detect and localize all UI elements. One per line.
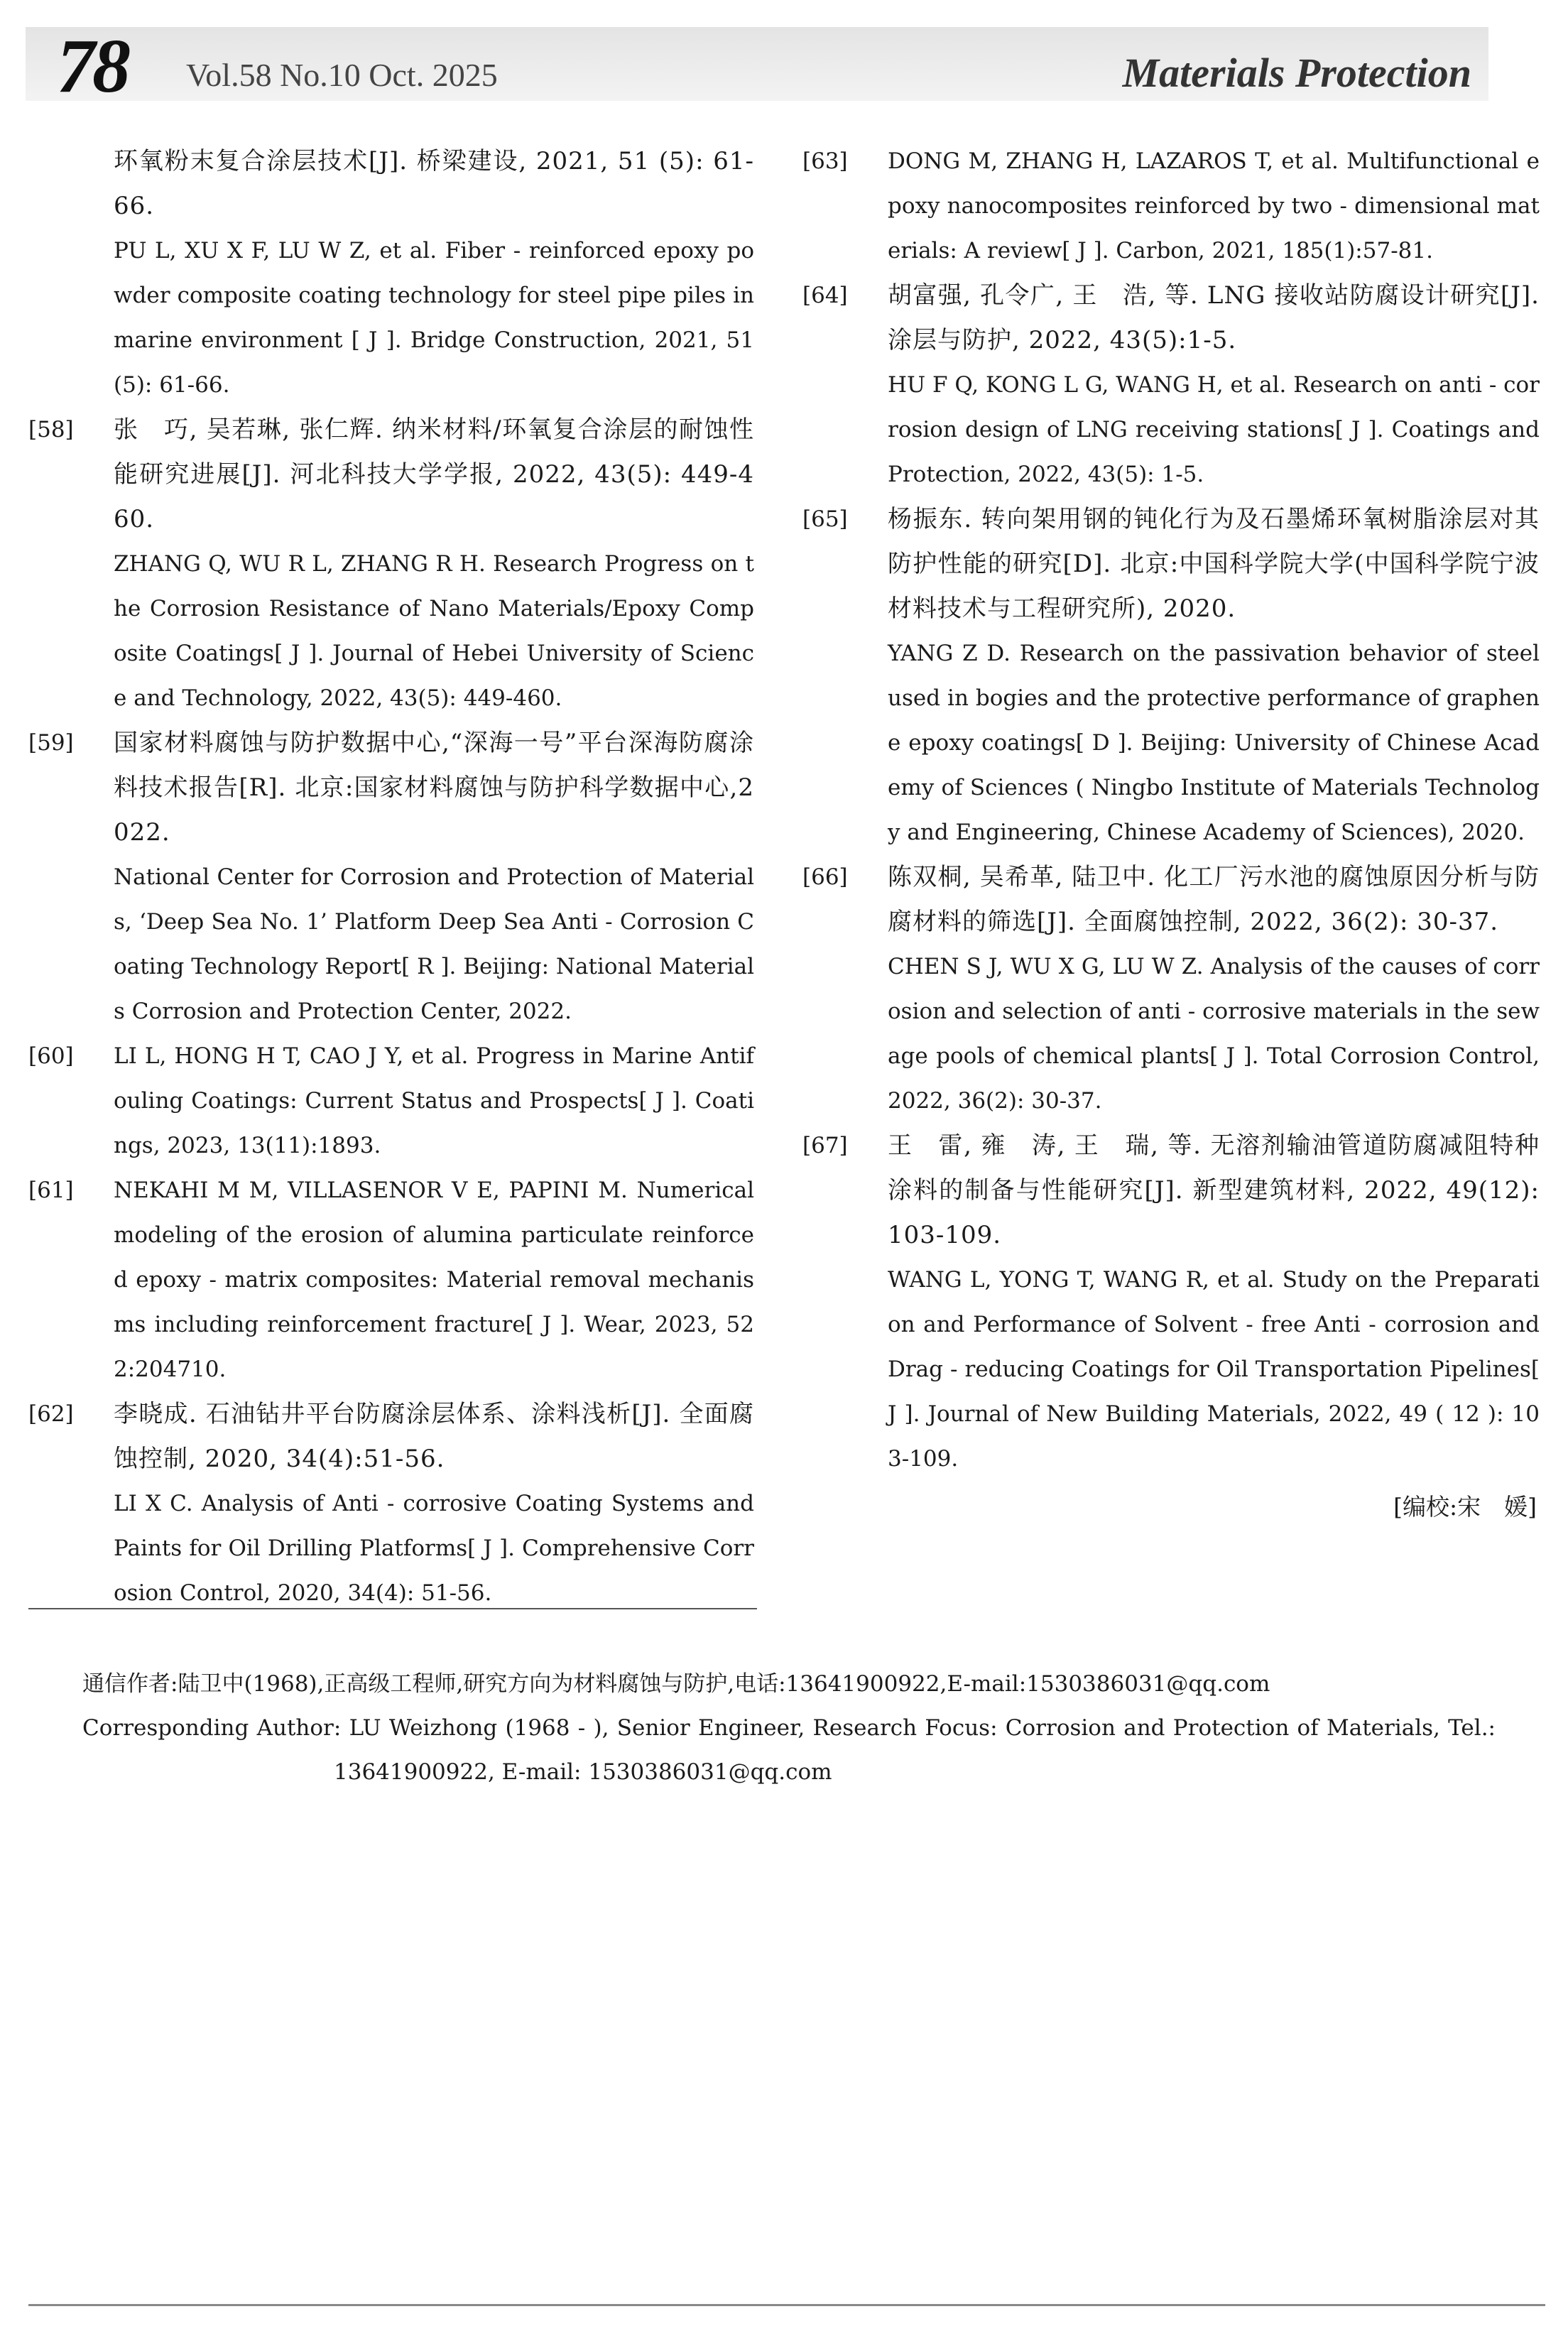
reference-59 <box>28 721 754 1034</box>
reference-number: [59] <box>28 730 74 756</box>
reference-en: HU F Q, KONG L G, WANG H, et al. Research on anti - corrosion design of LNG receiving stations[ J ]. Coatings and Protection, 2022, 43(5): 1-5. <box>888 372 1540 487</box>
reference-en: CHEN S J, WU X G, LU W Z. Analysis of the causes of corrosion and selection of anti - corrosive materials in the sewage pools of chemical plants[ J ]. Total Corrosion Control, 2022, 36(2): 30-37. <box>888 954 1540 1114</box>
reference-zh: 王 雷, 雍 涛, 王 瑞, 等. 无溶剂输油管道防腐减阻特种涂料的制备与性能研究[J]. 新型建筑材料, 2022, 49(12):103-109. <box>888 1131 1540 1249</box>
reference-en: PU L, XU X F, LU W Z, et al. Fiber - reinforced epoxy powder composite coating technology for steel pipe piles in marine environment [ J ]. Bridge Construction, 2021, 51(5): 61-66. <box>114 238 754 398</box>
reference-continuation <box>28 139 754 408</box>
journal-title: Materials Protection <box>1122 50 1471 96</box>
footnote-zh: 通信作者:陆卫中(1968),正高级工程师,研究方向为材料腐蚀与防护,电话:13641900922,E-mail:1530386031@qq.com <box>82 1671 1270 1697</box>
reference-66 <box>802 855 1540 1124</box>
reference-en: LI L, HONG H T, CAO J Y, et al. Progress in Marine Antifouling Coatings: Current Status and Prospects[ J ]. Coatings, 2023, 13(11):1893. <box>114 1043 754 1158</box>
footnote-en-line2: 13641900922, E-mail: 1530386031@qq.com <box>334 1759 832 1785</box>
reference-en: ZHANG Q, WU R L, ZHANG R H. Research Progress on the Corrosion Resistance of Nano Materials/Epoxy Composite Coatings[ J ]. Journal of Hebei University of Science and Technology, 2022, 43(5): 449-460. <box>114 551 754 711</box>
reference-zh: 胡富强, 孔令广, 王 浩, 等. LNG 接收站防腐设计研究[J]. 涂层与防护, 2022, 43(5):1-5. <box>888 281 1540 354</box>
reference-zh: 环氧粉末复合涂层技术[J]. 桥梁建设, 2021, 51 (5): 61-66. <box>114 147 754 220</box>
reference-zh: 陈双桐, 吴希革, 陆卫中. 化工厂污水池的腐蚀原因分析与防腐材料的筛选[J]. 全面腐蚀控制, 2022, 36(2): 30-37. <box>888 863 1540 936</box>
reference-63 <box>802 139 1540 273</box>
reference-number: [66] <box>802 864 848 890</box>
reference-67 <box>802 1124 1540 1482</box>
reference-number: [60] <box>28 1043 74 1069</box>
reference-number: [64] <box>802 283 848 308</box>
reference-number: [58] <box>28 417 74 442</box>
reference-en: YANG Z D. Research on the passivation behavior of steel used in bogies and the protective performance of graphene epoxy coatings[ D ]. Beijing: University of Chinese Academy of Sciences ( Ningbo Institute of Materials Technology and Engineering, Chinese Academy of Sciences), 2020. <box>888 641 1540 845</box>
page-bottom-rule <box>28 2304 1545 2306</box>
corresponding-author-footnote <box>82 1662 1496 1794</box>
page-header <box>26 24 1488 109</box>
reference-60 <box>28 1034 754 1168</box>
reference-en: NEKAHI M M, VILLASENOR V E, PAPINI M. Numerical modeling of the erosion of alumina particulate reinforced epoxy - matrix composites: Material removal mechanisms including reinforcement fracture[ J ]. Wear, 2023, 522:204710. <box>114 1178 754 1382</box>
page-number: 78 <box>57 24 128 109</box>
reference-number: [65] <box>802 506 848 532</box>
reference-zh: 国家材料腐蚀与防护数据中心,“深海一号”平台深海防腐涂料技术报告[R]. 北京:国家材料腐蚀与防护科学数据中心,2022. <box>114 729 754 847</box>
reference-zh: 杨振东. 转向架用钢的钝化行为及石墨烯环氧树脂涂层对其防护性能的研究[D]. 北京:中国科学院大学(中国科学院宁波材料技术与工程研究所), 2020. <box>888 505 1540 623</box>
reference-number: [62] <box>28 1401 74 1427</box>
reference-en: LI X C. Analysis of Anti - corrosive Coating Systems and Paints for Oil Drilling Platforms[ J ]. Comprehensive Corrosion Control, 2020, 34(4): 51-56. <box>114 1491 754 1606</box>
footnote-divider <box>28 1608 757 1609</box>
reference-zh: 李晓成. 石油钻井平台防腐涂层体系、涂料浅析[J]. 全面腐蚀控制, 2020, 34(4):51-56. <box>114 1400 754 1473</box>
reference-en: National Center for Corrosion and Protection of Materials, ‘Deep Sea No. 1’ Platform Deep Sea Anti - Corrosion Coating Technology Report[ R ]. Beijing: National Materials Corrosion and Protection Center, 2022. <box>114 864 754 1024</box>
left-column <box>28 139 754 1616</box>
reference-en: DONG M, ZHANG H, LAZAROS T, et al. Multifunctional epoxy nanocomposites reinforced by two - dimensional materials: A review[ J ]. Carbon, 2021, 185(1):57-81. <box>888 148 1540 263</box>
reference-65 <box>802 497 1540 855</box>
reference-en: WANG L, YONG T, WANG R, et al. Study on the Preparation and Performance of Solvent - free Anti - corrosion and Drag - reducing Coatings for Oil Transportation Pipelines[ J ]. Journal of New Building Materials, 2022, 49 ( 12 ): 103-109. <box>888 1267 1540 1472</box>
reference-number: [63] <box>802 148 848 174</box>
footnote-en-line1: Corresponding Author: LU Weizhong (1968 - ), Senior Engineer, Research Focus: Corrosion and Protection of Materials, Tel.: <box>82 1715 1496 1741</box>
reference-61 <box>28 1168 754 1392</box>
reference-zh: 张 巧, 吴若琳, 张仁辉. 纳米材料/环氧复合涂层的耐蚀性能研究进展[J]. 河北科技大学学报, 2022, 43(5): 449-460. <box>114 415 754 533</box>
right-column <box>802 139 1540 1529</box>
reference-number: [67] <box>802 1133 848 1158</box>
reference-62 <box>28 1392 754 1616</box>
issue-info: Vol.58 No.10 Oct. 2025 <box>186 57 498 93</box>
reference-64 <box>802 273 1540 497</box>
reference-58 <box>28 408 754 721</box>
reference-number: [61] <box>28 1178 74 1203</box>
editor-note: [编校:宋 媛] <box>1393 1493 1537 1521</box>
